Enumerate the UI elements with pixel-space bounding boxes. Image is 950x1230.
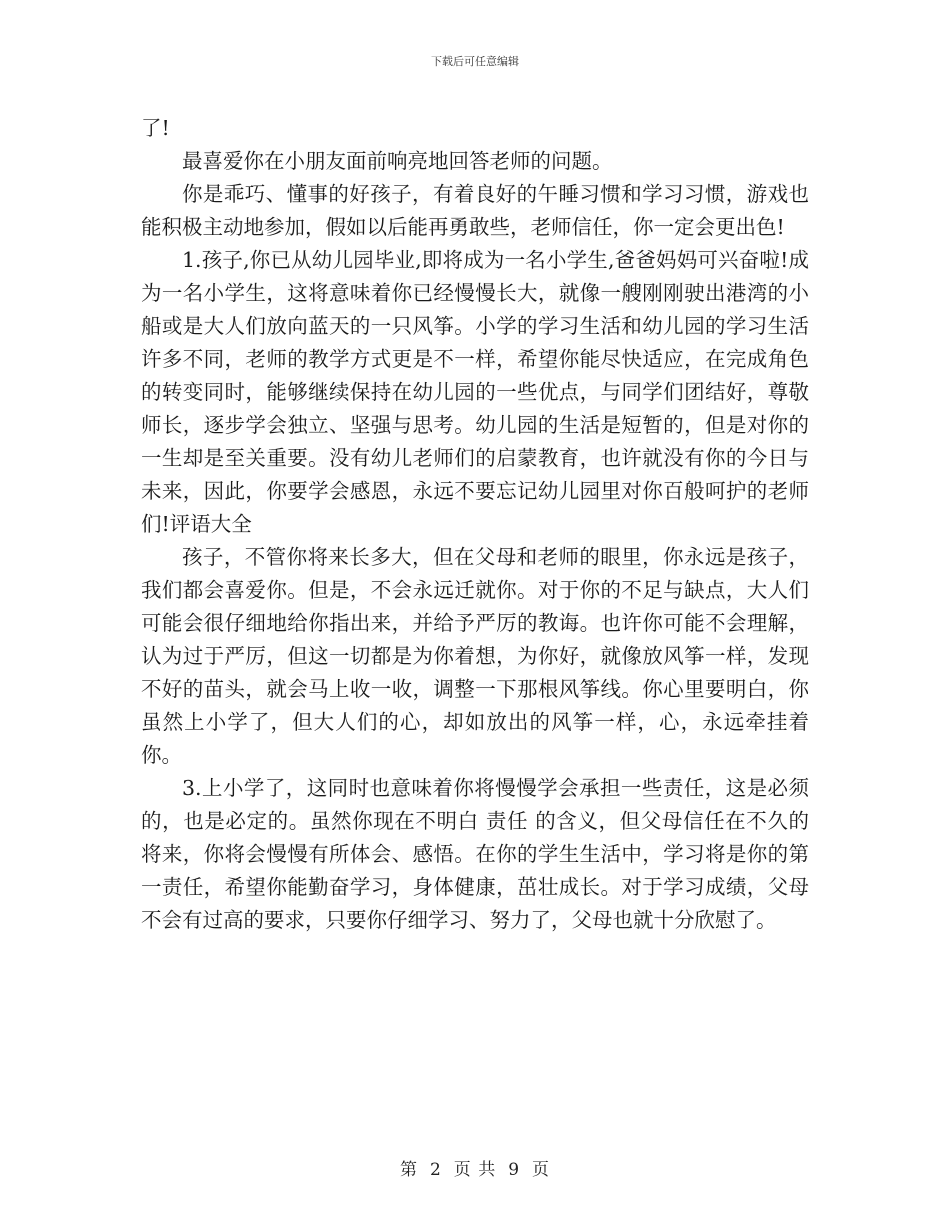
paragraph: 孩子，不管你将来长多大，但在父母和老师的眼里，你永远是孩子，我们都会喜爱你。但是，不会永远迁就你。对于你的不足与缺点，大人们可能会很仔细地给你指出来，并给予严厉的教诲。也许你可能不会理解，认为过于严厉，但这一切都是为你着想，为你好，就像放风筝一样，发现不好的苗头，就会马上收一收，调整一下那根风筝线。你心里要明白，你虽然上小学了，但大人们的心，却如放出的风筝一样，心，永远牵挂着你。 [141,545,809,767]
paragraph: 3.上小学了，这同时也意味着你将慢慢学会承担一些责任，这是必须的，也是必定的。虽然你现在不明白 责任 的含义，但父母信任在不久的将来，你将会慢慢有所体会、感悟。在你的学生生活中，学习将是你的第一责任，希望你能勤奋学习，身体健康，茁壮成长。对于学习成绩，父母不会有过高的要求，只要你仔细学习、努力了，父母也就十分欣慰了。 [141,776,809,932]
footer-prefix: 第 [399,1160,418,1180]
page-header: 下载后可任意编辑 [431,55,519,68]
footer-suffix: 页 [532,1160,551,1180]
footer-mid: 页 共 [453,1160,497,1180]
paragraph: 1.孩子,你已从幼儿园毕业,即将成为一名小学生,爸爸妈妈可兴奋啦!成为一名小学生，这将意味着你已经慢慢长大，就像一艘刚刚驶出港湾的小船或是大人们放向蓝天的一只风筝。小学的学习生活和幼儿园的学习生活许多不同，老师的教学方式更是不一样，希望你能尽快适应，在完成角色的转变同时，能够继续保持在幼儿园的一些优点，与同学们团结好，尊敬师长，逐步学会独立、坚强与思考。幼儿园的生活是短暂的，但是对你的一生却是至关重要。没有幼儿老师们的启蒙教育，也许就没有你的今日与未来，因此，你要学会感恩，永远不要忘记幼儿园里对你百般呵护的老师们!评语大全 [141,248,809,536]
current-page-number: 2 [429,1160,442,1180]
paragraph-continuation: 了! [141,116,170,140]
paragraph: 最喜爱你在小朋友面前响亮地回答老师的问题。 [182,149,613,173]
total-pages-number: 9 [508,1160,521,1180]
page-footer [0,1155,950,1180]
document-body [141,112,809,937]
paragraph: 你是乖巧、懂事的好孩子，有着良好的午睡习惯和学习习惯，游戏也能积极主动地参加，假如以后能再勇敢些，老师信任，你一定会更出色! [141,182,809,239]
